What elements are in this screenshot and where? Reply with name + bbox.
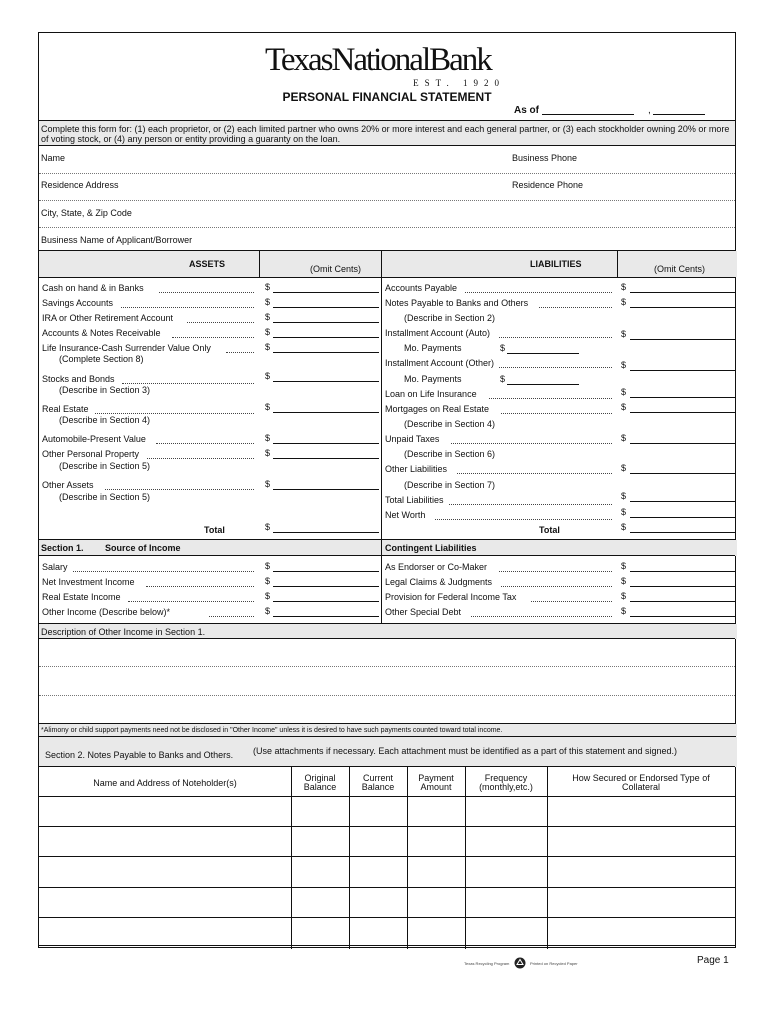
business-phone-label: Business Phone [512,153,578,163]
liability-sublabel: (Describe in Section 2) [404,313,496,323]
asset-amount-field[interactable] [273,337,379,338]
asset-amount-field[interactable] [273,307,379,308]
dollar-sign: $ [621,606,627,616]
leader-dots [499,337,612,338]
col-divider [291,767,292,949]
business-name-label: Business Name of Applicant/Borrower [41,235,193,245]
liability-sublabel: (Describe in Section 6) [404,449,496,459]
asset-amount-field[interactable] [273,381,379,382]
assets-omit-cents: (Omit Cents) [310,264,362,274]
liability-label: Accounts Payable [385,283,458,293]
asset-amount-field[interactable] [273,352,379,353]
leader-dots [122,383,254,384]
leader-dots [531,601,612,602]
contingent-amount-field[interactable] [630,571,736,572]
leader-dots [159,292,254,293]
contingent-label: Legal Claims & Judgments [385,577,493,587]
form-title: PERSONAL FINANCIAL STATEMENT [282,90,492,104]
leader-dots [489,398,612,399]
dollar-sign: $ [621,463,627,473]
asset-sublabel: (Describe in Section 5) [59,461,151,471]
as-of-separator: , [648,105,651,116]
recycle-icon [514,957,526,969]
dollar-sign: $ [621,360,627,370]
dollar-sign: $ [265,479,271,489]
income-label: Salary [42,562,68,572]
col-divider [465,767,466,949]
leader-dots [457,473,612,474]
liability-label: Unpaid Taxes [385,434,440,444]
liability-sublabel: Mo. Payments [404,374,462,384]
dollar-sign: $ [621,387,627,397]
income-label: Other Income (Describe below)* [42,607,171,617]
contingent-label: As Endorser or Co-Maker [385,562,488,572]
liabilities-header: LIABILITIES [530,259,582,269]
col-payment-amount: Payment Amount [418,773,454,792]
leader-dots [73,571,254,572]
leader-dots [449,504,612,505]
liability-amount-field[interactable] [630,473,736,474]
liability-amount-field[interactable] [630,339,736,340]
description-line[interactable] [39,666,735,667]
col-collateral: How Secured or Endorsed Type of Collateral [572,773,710,792]
instructions-text: Complete this form for: (1) each proprietor, or (2) each limited partner who owns 20% or more interest and each general partner, or (3) each stockholder owning 20% or more of voting stock, or (4) any person or entity providing a guaranty on the loan. [39,120,735,146]
income-amount-field[interactable] [273,616,379,617]
leader-dots [539,307,612,308]
income-amount-field[interactable] [273,571,379,572]
dollar-sign: $ [621,591,627,601]
liabilities-total-label: Total [539,525,560,535]
center-divider [381,251,382,539]
table-row[interactable] [39,856,735,857]
leader-dots [95,413,254,414]
leader-dots [501,586,612,587]
asset-amount-field[interactable] [273,489,379,490]
recycled-paper-text: Printed on Recycled Paper [530,961,578,966]
leader-dots [187,322,254,323]
contingent-label: Other Special Debt [385,607,462,617]
dollar-sign: $ [265,522,271,532]
asset-amount-field[interactable] [273,458,379,459]
asset-label: Stocks and Bonds [42,374,115,384]
leader-dots [451,443,612,444]
col-original-balance: Original Balance [303,773,337,792]
leader-dots [128,601,254,602]
asset-label: Automobile-Present Value [42,434,146,444]
dollar-sign: $ [621,329,627,339]
dollar-sign: $ [621,402,627,412]
income-amount-field[interactable] [273,601,379,602]
dollar-sign: $ [265,402,271,412]
dollar-sign: $ [621,576,627,586]
dollar-sign: $ [265,327,271,337]
asset-amount-field[interactable] [273,322,379,323]
income-amount-field[interactable] [273,586,379,587]
liability-amount-field[interactable] [630,501,736,502]
asset-label: Other Assets [42,480,94,490]
other-income-description-label: Description of Other Income in Section 1. [41,627,206,637]
dollar-sign: $ [265,561,271,571]
divider [259,251,260,277]
city-state-zip-label: City, State, & Zip Code [41,208,132,218]
dollar-sign: $ [500,343,506,353]
asset-label: IRA or Other Retirement Account [42,313,174,323]
liability-label: Loan on Life Insurance [385,389,477,399]
col-frequency: Frequency (monthly,etc.) [479,773,533,792]
dollar-sign: $ [621,522,627,532]
contingent-amount-field[interactable] [630,601,736,602]
dollar-sign: $ [621,507,627,517]
col-divider [407,767,408,949]
section1-title: Source of Income [105,543,181,553]
asset-sublabel: (Complete Section 8) [59,354,144,364]
dollar-sign: $ [265,433,271,443]
leader-dots [156,443,254,444]
dollar-sign: $ [265,448,271,458]
dollar-sign: $ [621,561,627,571]
table-row[interactable] [39,826,735,827]
dollar-sign: $ [265,576,271,586]
liability-label: Notes Payable to Banks and Others [385,298,529,308]
as-of-year-field[interactable] [653,114,705,115]
col-divider [349,767,350,949]
section1-label: Section 1. [41,543,84,553]
assets-total-field[interactable] [273,532,379,533]
alimony-note: *Alimony or child support payments need not be disclosed in "Other Income" unless it is desired to have such payments counted toward total income. [41,727,503,734]
liability-label: Net Worth [385,510,426,520]
name-field-line[interactable] [39,173,735,174]
leader-dots [121,307,254,308]
divider [39,638,735,639]
leader-dots [209,616,254,617]
address-field-line[interactable] [39,200,735,201]
leader-dots [465,292,612,293]
leader-dots [146,586,254,587]
bank-name: TexasNationalBank [265,42,491,78]
col-current-balance: Current Balance [361,773,395,792]
income-label: Net Investment Income [42,577,135,587]
asset-sublabel: (Describe in Section 4) [59,415,151,425]
liability-label: Installment Account (Auto) [385,328,491,338]
asset-label: Real Estate [42,404,89,414]
asset-sublabel: (Describe in Section 5) [59,492,151,502]
asset-amount-field[interactable] [273,292,379,293]
contingent-label: Provision for Federal Income Tax [385,592,517,602]
dollar-sign: $ [621,491,627,501]
contingent-title: Contingent Liabilities [385,543,477,553]
table-row[interactable] [39,917,735,918]
asset-label: Savings Accounts [42,298,114,308]
dollar-sign: $ [500,374,506,384]
leader-dots [226,352,254,353]
name-label: Name [41,153,66,163]
dollar-sign: $ [621,282,627,292]
page-number: Page 1 [697,955,729,966]
income-label: Real Estate Income [42,592,121,602]
asset-amount-field[interactable] [273,443,379,444]
recycling-program-text: Texas Recycling Program [464,961,510,966]
leader-dots [471,616,612,617]
center-divider [381,539,382,623]
leader-dots [105,489,254,490]
liabilities-total-field[interactable] [630,532,736,533]
header-shade [39,251,737,277]
residence-address-label: Residence Address [41,180,119,190]
mo-payments-field[interactable] [507,353,579,354]
dollar-sign: $ [621,433,627,443]
dollar-sign: $ [265,371,271,381]
leader-dots [499,571,612,572]
divider [39,766,735,767]
leader-dots [501,413,612,414]
dollar-sign: $ [265,606,271,616]
liability-amount-field[interactable] [630,307,736,308]
liability-sublabel: (Describe in Section 7) [404,480,496,490]
description-line[interactable] [39,695,735,696]
leader-dots [499,367,612,368]
asset-label: Accounts & Notes Receivable [42,328,161,338]
dollar-sign: $ [621,297,627,307]
dollar-sign: $ [265,282,271,292]
table-row[interactable] [39,945,735,946]
liability-sublabel: (Describe in Section 4) [404,419,496,429]
liability-amount-field[interactable] [630,412,736,413]
dollar-sign: $ [265,312,271,322]
liability-label: Total Liabilities [385,495,444,505]
liability-amount-field[interactable] [630,517,736,518]
assets-total-label: Total [204,525,225,535]
section2-title: Section 2. Notes Payable to Banks and Others. [45,750,234,760]
liability-label: Installment Account (Other) [385,358,495,368]
asset-label: Cash on hand & in Banks [42,283,144,293]
liability-amount-field[interactable] [630,370,736,371]
liabilities-omit-cents: (Omit Cents) [654,264,706,274]
asset-sublabel: (Describe in Section 3) [59,385,151,395]
asset-amount-field[interactable] [273,412,379,413]
assets-header: ASSETS [189,259,226,269]
dollar-sign: $ [265,591,271,601]
contingent-amount-field[interactable] [630,586,736,587]
city-field-line[interactable] [39,227,735,228]
divider [39,555,735,556]
liability-amount-field[interactable] [630,292,736,293]
leader-dots [147,458,254,459]
asset-label: Other Personal Property [42,449,140,459]
bank-logo [265,41,505,93]
leader-dots [172,337,254,338]
as-of-date-field[interactable] [542,114,634,115]
bank-est: EST. 1920 [413,78,505,88]
dollar-sign: $ [265,297,271,307]
residence-phone-label: Residence Phone [512,180,584,190]
liability-amount-field[interactable] [630,443,736,444]
liability-label: Mortgages on Real Estate [385,404,490,414]
mo-payments-field[interactable] [507,384,579,385]
section2-note: (Use attachments if necessary. Each attachment must be identified as a part of this statement and signed.) [253,746,678,756]
leader-dots [435,519,612,520]
liability-label: Other Liabilities [385,464,448,474]
divider [39,796,735,797]
asset-label: Life Insurance-Cash Surrender Value Only [42,343,211,353]
liability-amount-field[interactable] [630,397,736,398]
col-divider [547,767,548,949]
col-noteholder: Name and Address of Noteholder(s) [93,778,237,788]
liability-sublabel: Mo. Payments [404,343,462,353]
contingent-amount-field[interactable] [630,616,736,617]
dollar-sign: $ [265,342,271,352]
divider [617,251,618,277]
as-of-label: As of [514,105,539,116]
table-row[interactable] [39,887,735,888]
divider [39,277,735,278]
form-page [38,32,736,948]
